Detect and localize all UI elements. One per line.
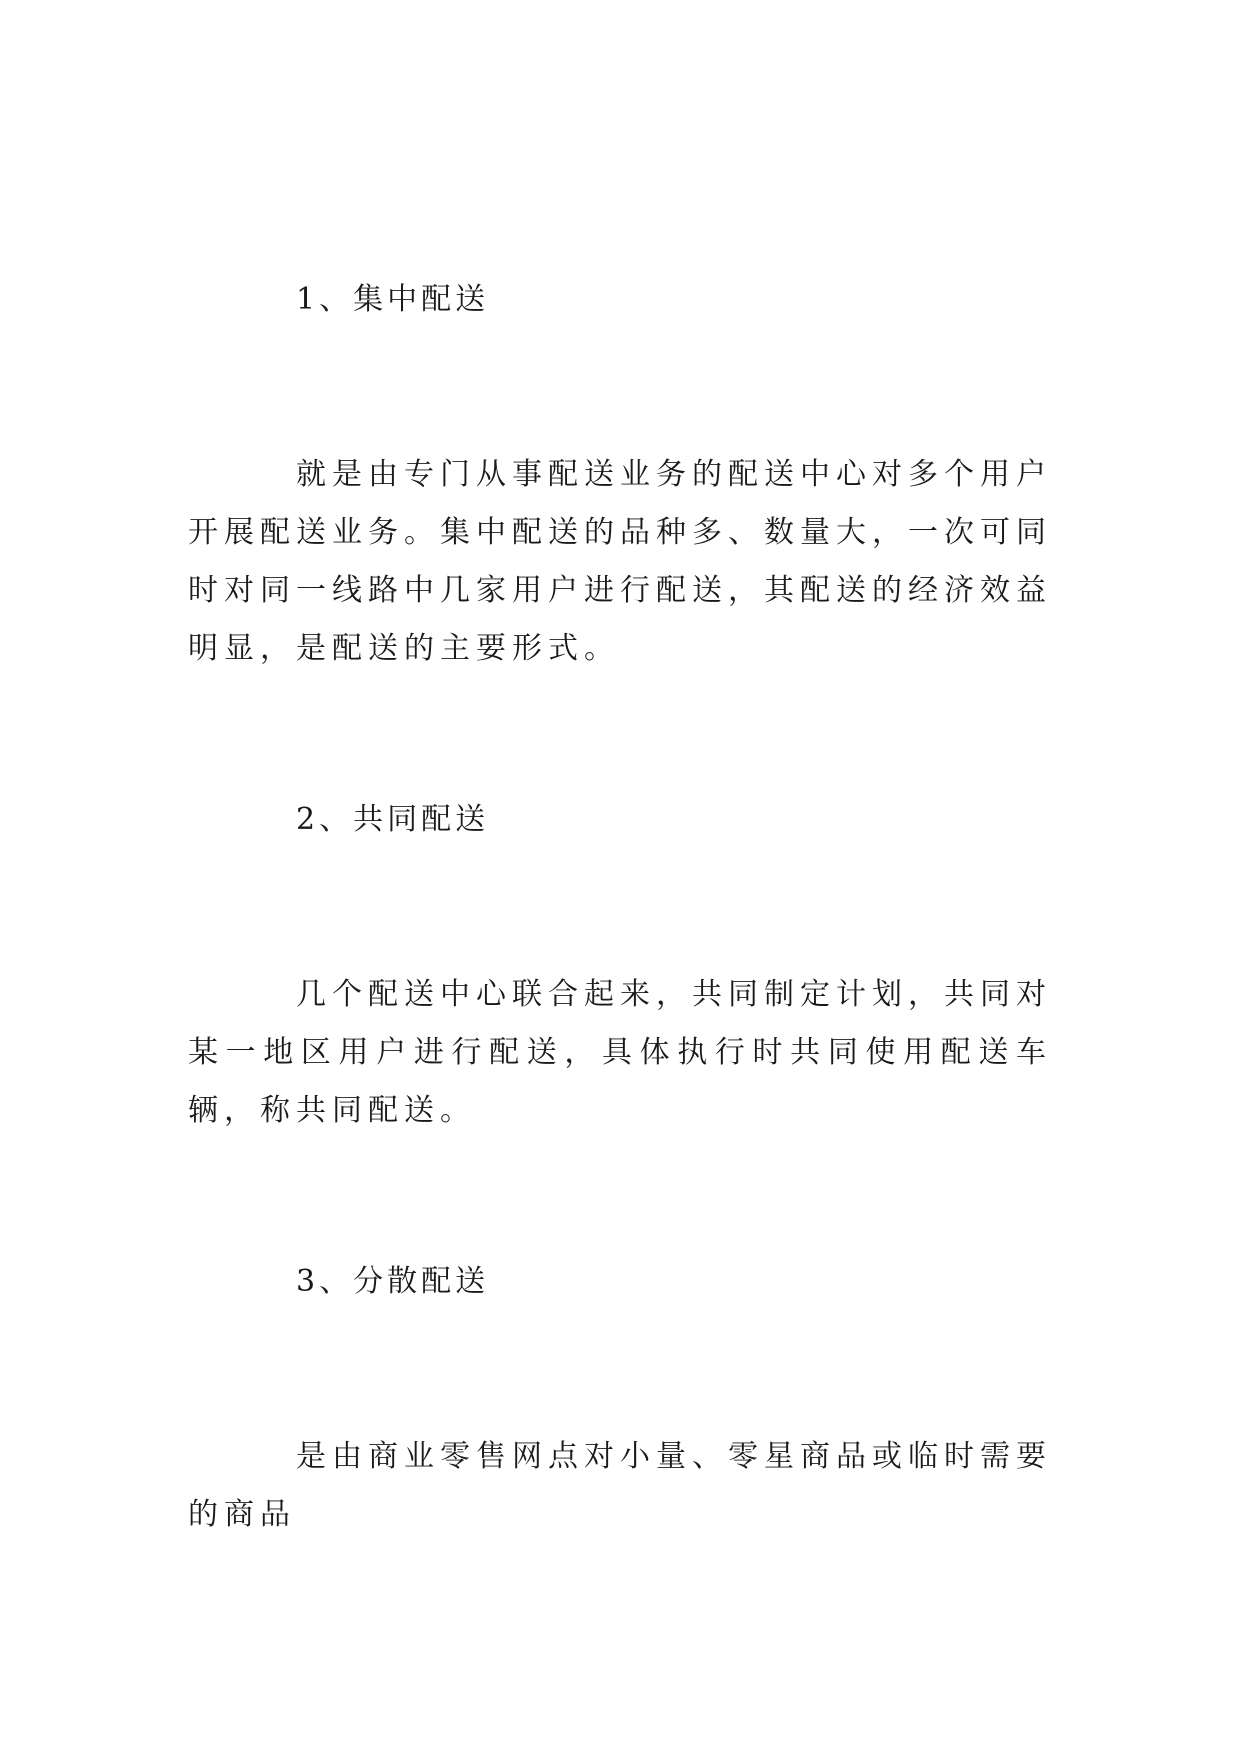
section-paragraph-2: 几个配送中心联合起来，共同制定计划，共同对某一地区用户进行配送，具体执行时共同使用配送车辆，称共同配送。 xyxy=(188,977,1052,1128)
section-heading-3: 3、分散配送 xyxy=(296,1264,490,1299)
section-heading-2: 2、共同配送 xyxy=(296,802,490,837)
section-paragraph-3: 是由商业零售网点对小量、零星商品或临时需要的商品 xyxy=(188,1439,1052,1532)
section-heading-1: 1、集中配送 xyxy=(296,282,490,317)
section-paragraph-1: 就是由专门从事配送业务的配送中心对多个用户开展配送业务。集中配送的品种多、数量大，一次可同时对同一线路中几家用户进行配送，其配送的经济效益明显，是配送的主要形式。 xyxy=(188,457,1052,666)
